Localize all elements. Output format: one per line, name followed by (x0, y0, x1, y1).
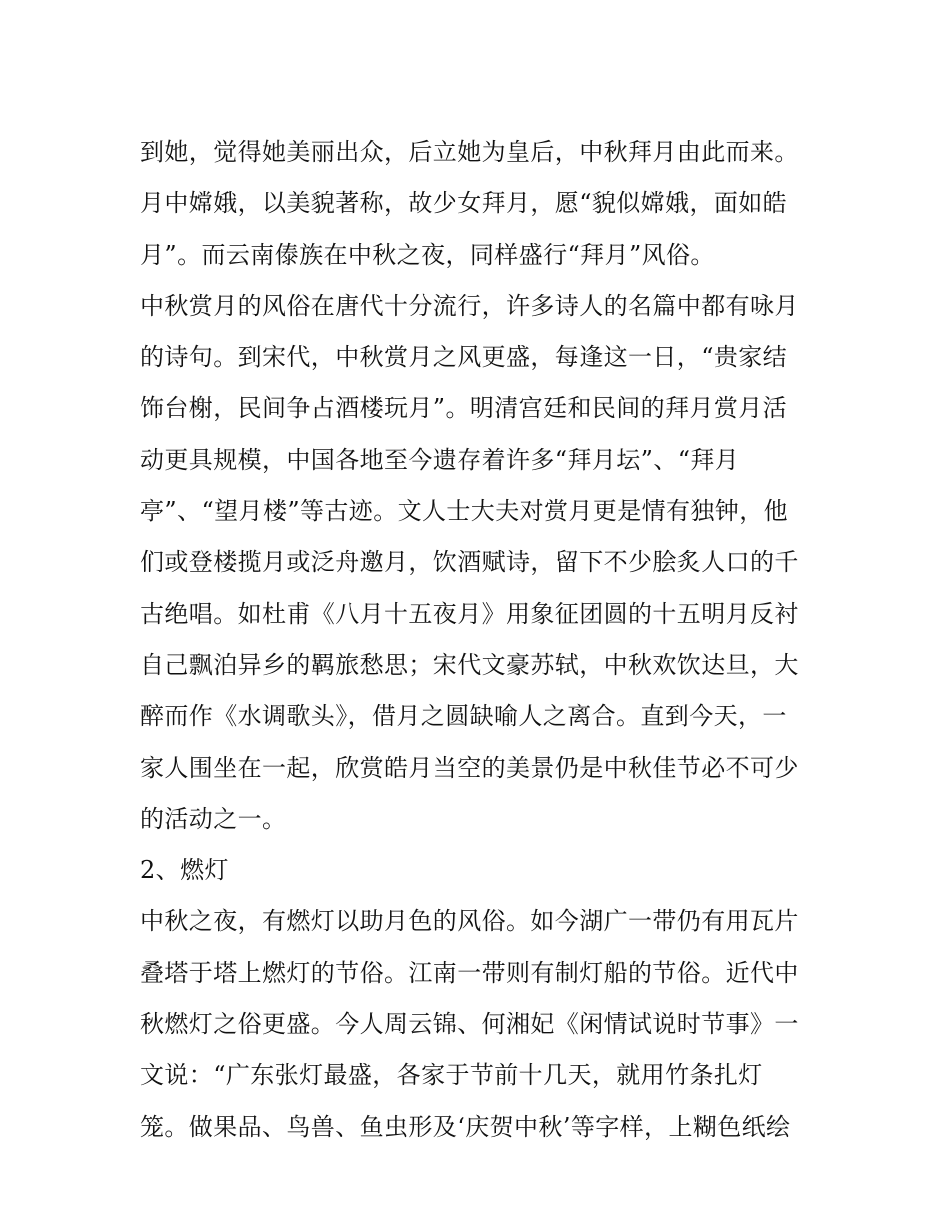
text-line: 叠塔于塔上燃灯的节俗。江南一带则有制灯船的节俗。近代中 (140, 958, 799, 987)
section-heading: 2、燃灯 (140, 856, 229, 885)
text-line: 秋燃灯之俗更盛。今人周云锦、何湘妃《闲情试说时节事》一 (140, 1010, 799, 1039)
text-line: 的诗句。到宋代，中秋赏月之风更盛，每逢这一日，“贵家结 (140, 343, 788, 372)
text-line: 到她，觉得她美丽出众，后立她为皇后，中秋拜月由此而来。 (140, 138, 799, 166)
text-line: 笼。做果品、鸟兽、鱼虫形及‘庆贺中秋’等字样，上糊色纸绘 (140, 1112, 791, 1141)
text-line: 中秋赏月的风俗在唐代十分流行，许多诗人的名篇中都有咏月 (140, 291, 799, 320)
text-line: 饰台榭，民间争占酒楼玩月”。明清宫廷和民间的拜月赏月活 (140, 394, 788, 423)
text-line: 家人围坐在一起，欣赏皓月当空的美景仍是中秋佳节必不可少 (140, 753, 799, 782)
text-line: 自己飘泊异乡的羁旅愁思；宋代文豪苏轼，中秋欢饮达旦，大 (140, 650, 799, 679)
text-line: 们或登楼揽月或泛舟邀月，饮酒赋诗，留下不少脍炙人口的千 (140, 548, 799, 577)
text-line: 动更具规模，中国各地至今遗存着许多“拜月坛”、“拜月 (140, 445, 740, 474)
text-line: 文说：“广东张灯最盛，各家于节前十几天，就用竹条扎灯 (140, 1061, 763, 1090)
text-line: 月”。而云南傣族在中秋之夜，同样盛行“拜月”风俗。 (140, 240, 715, 269)
text-line: 醉而作《水调歌头》，借月之圆缺喻人之离合。直到今天，一 (140, 702, 787, 731)
text-line: 的活动之一。 (140, 804, 287, 833)
body-text (140, 127, 820, 1153)
text-line: 古绝唱。如杜甫《八月十五夜月》用象征团圆的十五明月反衬 (140, 599, 799, 628)
text-line: 月中嫦娥，以美貌著称，故少女拜月，愿“貌似嫦娥，面如皓 (140, 189, 788, 218)
text-line: 中秋之夜，有燃灯以助月色的风俗。如今湖广一带仍有用瓦片 (140, 907, 799, 936)
text-line: 亭”、“望月楼”等古迹。文人士大夫对赏月更是情有独钟，他 (140, 497, 789, 526)
